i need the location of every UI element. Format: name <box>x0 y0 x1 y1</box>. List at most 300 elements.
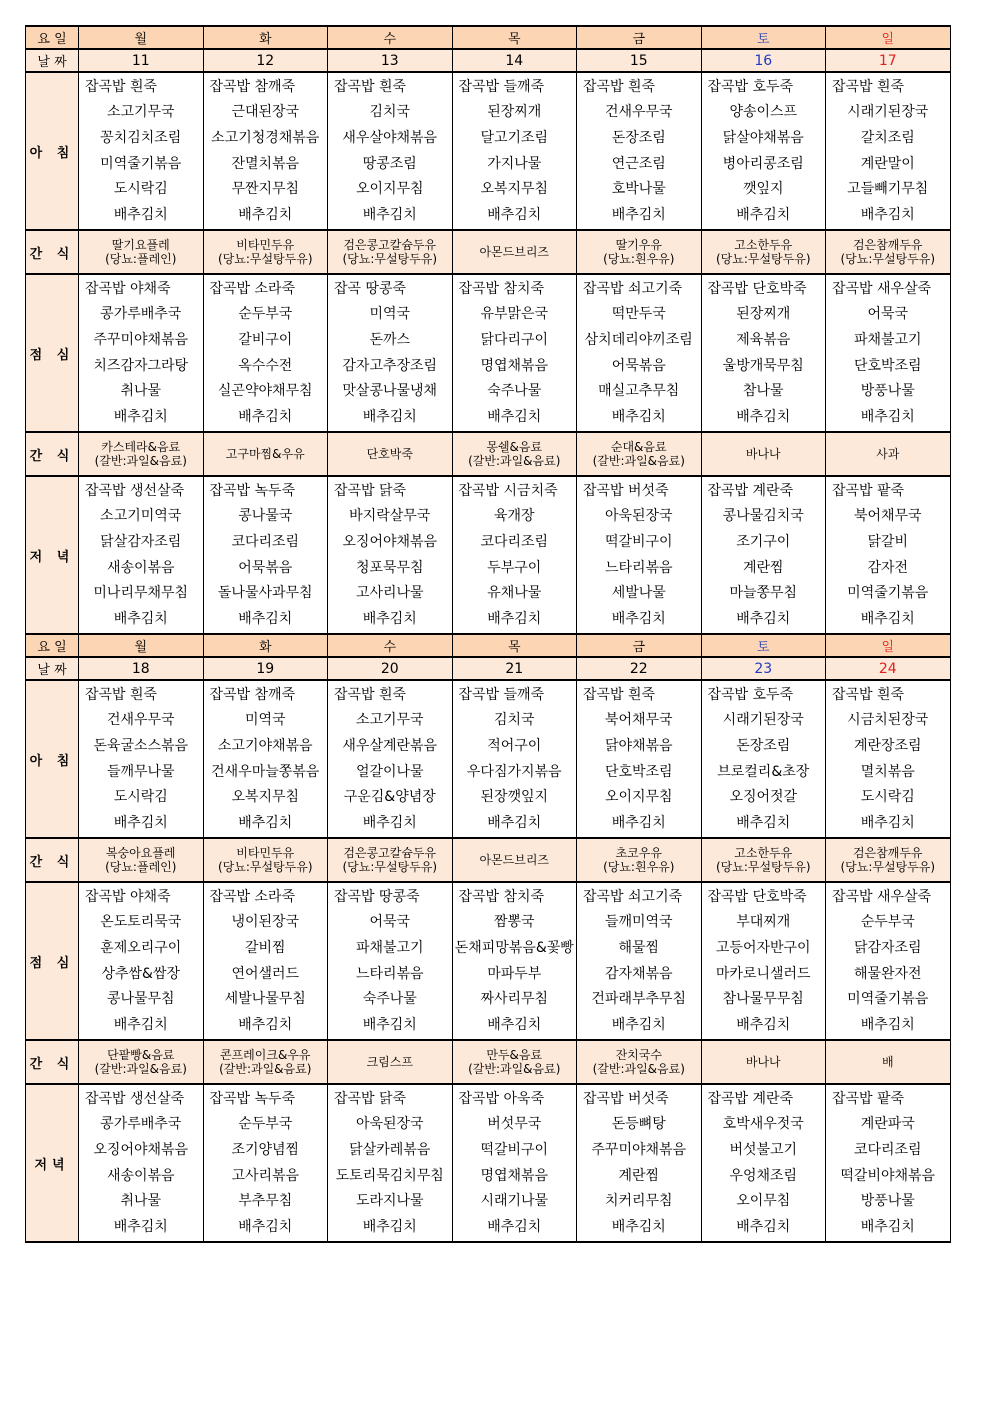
menu-item: 고사리볶음 <box>231 1167 300 1184</box>
menu-item: 숙주나물 <box>487 383 542 400</box>
lunch-cell <box>577 882 702 1040</box>
menu-item: 코다리조림 <box>480 534 549 551</box>
afternoon-snack-cell <box>701 1040 826 1084</box>
menu-item: 떡갈비야채볶음 <box>840 1167 936 1184</box>
menu-item: 오징어야채볶음 <box>93 1142 189 1159</box>
morning-snack-cell <box>328 838 453 882</box>
breakfast-cell <box>203 72 328 230</box>
menu-item: 배추김치 <box>611 1017 666 1034</box>
menu-item: 갈비구이 <box>238 332 293 349</box>
menu-item: 오복지무침 <box>480 181 549 198</box>
menu-item: 닭다리구이 <box>480 332 549 349</box>
menu-item: 계란찜 <box>618 1167 660 1184</box>
menu-item: 해물완자전 <box>853 965 922 982</box>
menu-item: 배추김치 <box>487 815 542 832</box>
menu-item: 코다리조림 <box>853 1142 922 1159</box>
snack-item: 순대&음료 <box>610 440 667 454</box>
menu-item: 파채불고기 <box>355 940 424 957</box>
menu-item: 배추김치 <box>487 1219 542 1236</box>
menu-item: 잡곡밥 흰죽 <box>583 686 656 703</box>
breakfast-cell <box>452 72 577 230</box>
menu-item: 도라지나물 <box>355 1193 424 1210</box>
menu-item: 잡곡밥 흰죽 <box>334 686 407 703</box>
menu-item: 유채나물 <box>487 585 542 602</box>
menu-item: 순두부국 <box>238 306 293 323</box>
menu-item: 배추김치 <box>238 409 293 426</box>
afternoon-snack-cell <box>826 1040 951 1084</box>
menu-item: 잡곡밥 새우살죽 <box>832 888 932 905</box>
dinner-cell <box>577 1084 702 1242</box>
dinner-cell <box>328 476 453 634</box>
menu-item: 잡곡밥 생선살죽 <box>85 482 185 499</box>
menu-item: 배추김치 <box>611 207 666 224</box>
date-number: 14 <box>452 49 577 72</box>
menu-item: 배추김치 <box>362 1017 417 1034</box>
date-number: 17 <box>826 49 951 72</box>
dinner-label: 저녁 <box>26 1084 79 1242</box>
dinner-cell <box>79 1084 204 1242</box>
menu-item: 고들빼기무침 <box>847 181 929 198</box>
afternoon-snack-cell <box>203 432 328 476</box>
menu-item: 명엽채볶음 <box>480 1167 549 1184</box>
snack-item: (갈반:과일&음료) <box>592 1062 685 1076</box>
menu-item: 도시락김 <box>860 789 915 806</box>
snack-item: 바나나 <box>745 447 781 461</box>
menu-item: 단호박조림 <box>853 357 922 374</box>
menu-item: 브로컬리&초장 <box>717 763 810 780</box>
morning-snack-cell <box>203 230 328 274</box>
menu-item: 아욱된장국 <box>355 1116 424 1133</box>
menu-item: 콩나물국 <box>238 508 293 525</box>
menu-item: 병아리콩조림 <box>722 155 804 172</box>
morning-snack-cell <box>79 230 204 274</box>
snack-item: (당뇨:무설탕두유) <box>342 860 438 874</box>
snack-item: 크림스프 <box>366 1055 413 1069</box>
menu-item: 닭살감자조림 <box>100 534 182 551</box>
menu-item: 미나리무채무침 <box>93 585 189 602</box>
menu-item: 배추김치 <box>487 1017 542 1034</box>
menu-item: 계란장조림 <box>853 738 922 755</box>
breakfast-cell <box>826 72 951 230</box>
breakfast-cell <box>203 680 328 838</box>
snack-item: (당뇨:무설탕두유) <box>217 252 313 266</box>
menu-item: 잡곡밥 닭죽 <box>334 1090 407 1107</box>
snack-item: (당뇨:무설탕두유) <box>217 860 313 874</box>
menu-item: 시금치된장국 <box>847 712 929 729</box>
menu-item: 잡곡밥 단호박죽 <box>707 888 807 905</box>
menu-item: 잡곡밥 참깨죽 <box>209 78 296 95</box>
menu-item: 소고기무국 <box>355 712 424 729</box>
menu-item: 콩나물무침 <box>106 991 175 1008</box>
menu-item: 적어구이 <box>487 738 542 755</box>
menu-item: 배추김치 <box>860 409 915 426</box>
menu-item: 배추김치 <box>860 611 915 628</box>
snack-item: 콘프레이크&우유 <box>219 1048 311 1062</box>
menu-item: 느타리볶음 <box>604 559 673 576</box>
morning-snack-cell <box>701 230 826 274</box>
date-number: 19 <box>203 657 328 680</box>
menu-item: 짬뽕국 <box>493 914 535 931</box>
snack-item: (갈반:과일&음료) <box>592 454 685 468</box>
menu-item: 배추김치 <box>113 611 168 628</box>
afternoon-snack-cell <box>79 432 204 476</box>
snack-item: (갈반:과일&음료) <box>94 454 187 468</box>
snack-item: (갈반:과일&음료) <box>94 1062 187 1076</box>
snack-item: (갈반:과일&음료) <box>219 1062 312 1076</box>
menu-item: 조기구이 <box>736 534 791 551</box>
dinner-label: 저 녁 <box>26 476 79 634</box>
menu-item: 된장찌개 <box>487 104 542 121</box>
menu-item: 배추김치 <box>362 815 417 832</box>
menu-item: 새송이볶음 <box>106 1167 175 1184</box>
menu-item: 버섯무국 <box>487 1116 542 1133</box>
menu-item: 콩가루배추국 <box>100 306 182 323</box>
day-name: 수 <box>328 634 453 657</box>
afternoon-snack-label: 간 식 <box>26 432 79 476</box>
menu-item: 돈채피망볶음&꽃빵 <box>454 940 574 957</box>
day-header-row <box>26 634 951 657</box>
menu-item: 잡곡밥 녹두죽 <box>209 482 296 499</box>
menu-item: 배추김치 <box>113 1219 168 1236</box>
snack-item: (갈반:과일&음료) <box>468 454 561 468</box>
dinner-row <box>26 1084 951 1242</box>
morning-snack-label: 간 식 <box>26 230 79 274</box>
menu-item: 된장찌개 <box>736 306 791 323</box>
menu-item: 어묵국 <box>867 306 909 323</box>
snack-item: 딸기요플레 <box>111 238 170 252</box>
lunch-cell <box>452 882 577 1040</box>
menu-item: 건새우무국 <box>604 104 673 121</box>
lunch-cell <box>577 274 702 432</box>
menu-item: 달고기조림 <box>480 130 549 147</box>
menu-item: 배추김치 <box>736 611 791 628</box>
menu-item: 근대된장국 <box>231 104 300 121</box>
menu-item: 버섯불고기 <box>729 1142 798 1159</box>
menu-item: 세발나물무침 <box>224 991 306 1008</box>
menu-item: 단호박조림 <box>604 763 673 780</box>
date-row <box>26 657 951 680</box>
morning-snack-cell <box>79 838 204 882</box>
menu-item: 잡곡밥 팥죽 <box>832 482 905 499</box>
menu-item: 우다짐가지볶음 <box>466 763 562 780</box>
menu-item: 순두부국 <box>238 1116 293 1133</box>
menu-item: 된장깻잎지 <box>480 789 549 806</box>
menu-item: 명엽채볶음 <box>480 357 549 374</box>
snack-item: 배 <box>881 1055 894 1069</box>
breakfast-label: 아 침 <box>26 680 79 838</box>
menu-item: 미역국 <box>244 712 286 729</box>
menu-item: 새우살계란볶음 <box>342 738 438 755</box>
menu-item: 시래기된장국 <box>847 104 929 121</box>
menu-item: 매실고추무침 <box>598 383 680 400</box>
menu-item: 깻잎지 <box>742 181 784 198</box>
snack-item: 만두&음료 <box>486 1048 543 1062</box>
breakfast-cell <box>452 680 577 838</box>
day-name: 일 <box>826 634 951 657</box>
menu-item: 배추김치 <box>611 611 666 628</box>
date-label: 날 짜 <box>26 49 79 72</box>
menu-item: 고사리나물 <box>355 585 424 602</box>
menu-item: 배추김치 <box>736 1219 791 1236</box>
snack-item: 사과 <box>876 447 900 461</box>
menu-item: 바지락살무국 <box>349 508 431 525</box>
lunch-cell <box>203 882 328 1040</box>
menu-item: 미역줄기볶음 <box>100 155 182 172</box>
snack-item: 카스테라&음료 <box>101 440 181 454</box>
menu-item: 배추김치 <box>362 207 417 224</box>
menu-item: 참나물 <box>742 383 784 400</box>
snack-item: (당뇨:플레인) <box>105 252 177 266</box>
dinner-cell <box>826 1084 951 1242</box>
menu-item: 느타리볶음 <box>355 965 424 982</box>
menu-item: 주꾸미야채볶음 <box>591 1142 687 1159</box>
menu-item: 배추김치 <box>860 815 915 832</box>
menu-item: 배추김치 <box>487 207 542 224</box>
menu-item: 떡갈비구이 <box>604 534 673 551</box>
menu-item: 계란파국 <box>860 1116 915 1133</box>
menu-item: 땅콩조림 <box>362 155 417 172</box>
date-number: 16 <box>701 49 826 72</box>
menu-item: 도시락김 <box>113 181 168 198</box>
menu-item: 잡곡밥 팥죽 <box>832 1090 905 1107</box>
menu-item: 배추김치 <box>238 1017 293 1034</box>
day-name: 토 <box>701 634 826 657</box>
snack-item: 고소한두유 <box>734 238 793 252</box>
menu-item: 잡곡밥 시금치죽 <box>458 482 558 499</box>
breakfast-cell <box>577 680 702 838</box>
day-header-label: 요 일 <box>26 634 79 657</box>
menu-item: 잡곡밥 땅콩죽 <box>334 888 420 905</box>
menu-item: 콩가루배추국 <box>100 1116 182 1133</box>
menu-item: 짜사리무침 <box>480 991 549 1008</box>
date-number: 18 <box>79 657 204 680</box>
menu-item: 치즈감자그라탕 <box>93 357 189 374</box>
menu-item: 마파두부 <box>487 965 542 982</box>
lunch-cell <box>328 274 453 432</box>
snack-item: (당뇨:무설탕두유) <box>840 860 936 874</box>
menu-item: 닭갈비 <box>867 534 909 551</box>
menu-item: 무짠지무침 <box>231 181 300 198</box>
dinner-cell <box>577 476 702 634</box>
menu-item: 맛살콩나물냉채 <box>342 383 438 400</box>
snack-item: (당뇨:플레인) <box>105 860 177 874</box>
menu-item: 배추김치 <box>860 1017 915 1034</box>
menu-item: 호박새우젓국 <box>722 1116 804 1133</box>
lunch-cell <box>203 274 328 432</box>
menu-item: 조기양념찜 <box>231 1142 300 1159</box>
menu-item: 잡곡밥 소라죽 <box>209 888 296 905</box>
menu-item: 잡곡밥 녹두죽 <box>209 1090 296 1107</box>
menu-item: 잡곡밥 버섯죽 <box>583 1090 669 1107</box>
menu-item: 옥수수전 <box>238 357 293 374</box>
menu-item: 잡곡 땅콩죽 <box>334 280 407 297</box>
menu-item: 돈장조림 <box>611 130 666 147</box>
dinner-cell <box>203 476 328 634</box>
menu-item: 주꾸미야채볶음 <box>93 332 189 349</box>
snack-item: 복숭아요플레 <box>105 846 176 860</box>
afternoon-snack-cell <box>452 1040 577 1084</box>
menu-item: 얼갈이나물 <box>355 763 424 780</box>
menu-item: 청포묵무침 <box>355 559 424 576</box>
menu-item: 건새우무국 <box>106 712 175 729</box>
menu-item: 연근조림 <box>611 155 666 172</box>
menu-item: 오이지무침 <box>604 789 673 806</box>
snack-item: (당뇨:흰우유) <box>603 860 675 874</box>
breakfast-cell <box>701 72 826 230</box>
day-name: 화 <box>203 26 328 49</box>
menu-item: 잡곡밥 참깨죽 <box>209 686 296 703</box>
afternoon-snack-cell <box>577 432 702 476</box>
day-name: 월 <box>79 634 204 657</box>
morning-snack-row <box>26 230 951 274</box>
menu-item: 잡곡밥 쇠고기죽 <box>583 280 683 297</box>
dinner-cell <box>79 476 204 634</box>
menu-item: 북어채무국 <box>853 508 922 525</box>
menu-item: 잡곡밥 닭죽 <box>334 482 407 499</box>
afternoon-snack-cell <box>328 432 453 476</box>
menu-item: 배추김치 <box>487 611 542 628</box>
afternoon-snack-label: 간 식 <box>26 1040 79 1084</box>
menu-item: 잡곡밥 흰죽 <box>832 78 905 95</box>
menu-item: 취나물 <box>120 383 162 400</box>
date-number: 23 <box>701 657 826 680</box>
menu-item: 김치국 <box>369 104 411 121</box>
lunch-cell <box>328 882 453 1040</box>
snack-item: 몽쉘&음료 <box>486 440 543 454</box>
lunch-cell <box>826 882 951 1040</box>
menu-item: 배추김치 <box>238 207 293 224</box>
lunch-cell <box>79 274 204 432</box>
menu-item: 감자전 <box>867 559 909 576</box>
menu-item: 오이무침 <box>736 1193 791 1210</box>
menu-item: 배추김치 <box>860 1219 915 1236</box>
lunch-cell <box>79 882 204 1040</box>
lunch-cell <box>701 274 826 432</box>
dinner-cell <box>701 1084 826 1242</box>
menu-item: 코다리조림 <box>231 534 300 551</box>
menu-item: 구운김&양념장 <box>343 789 436 806</box>
menu-item: 오복지무침 <box>231 789 300 806</box>
date-number: 15 <box>577 49 702 72</box>
menu-item: 돈장조림 <box>736 738 791 755</box>
menu-item: 훈제오리구이 <box>100 940 182 957</box>
breakfast-label: 아 침 <box>26 72 79 230</box>
menu-item: 유부맑은국 <box>480 306 549 323</box>
morning-snack-cell <box>826 230 951 274</box>
menu-item: 잡곡밥 호두죽 <box>707 686 794 703</box>
menu-item: 배추김치 <box>113 207 168 224</box>
breakfast-row <box>26 680 951 838</box>
menu-item: 오징어야채볶음 <box>342 534 438 551</box>
breakfast-cell <box>328 72 453 230</box>
dinner-cell <box>452 1084 577 1242</box>
menu-item: 고등어자반구이 <box>715 940 811 957</box>
morning-snack-cell <box>701 838 826 882</box>
menu-item: 배추김치 <box>238 815 293 832</box>
menu-item: 돈육굴소스볶음 <box>93 738 189 755</box>
menu-item: 잡곡밥 야채죽 <box>85 280 171 297</box>
morning-snack-row <box>26 838 951 882</box>
lunch-cell <box>701 882 826 1040</box>
snack-item: (당뇨:무설탕두유) <box>715 252 811 266</box>
snack-item: 아몬드브리즈 <box>479 245 550 259</box>
afternoon-snack-cell <box>452 432 577 476</box>
snack-item: 비타민두유 <box>236 846 295 860</box>
morning-snack-cell <box>826 838 951 882</box>
menu-item: 미역국 <box>369 306 411 323</box>
menu-item: 북어채무국 <box>604 712 673 729</box>
menu-item: 숙주나물 <box>362 991 417 1008</box>
menu-item: 배추김치 <box>362 409 417 426</box>
afternoon-snack-cell <box>79 1040 204 1084</box>
snack-item: 검은참깨두유 <box>852 238 923 252</box>
menu-item: 배추김치 <box>238 611 293 628</box>
menu-item: 순두부국 <box>860 914 915 931</box>
menu-item: 잡곡밥 계란죽 <box>707 482 794 499</box>
menu-item: 잡곡밥 들깨죽 <box>458 686 545 703</box>
snack-item: 단팥빵&음료 <box>107 1048 175 1062</box>
menu-item: 배추김치 <box>362 1219 417 1236</box>
menu-item: 건새우마늘쫑볶음 <box>211 763 320 780</box>
lunch-row <box>26 882 951 1040</box>
menu-item: 닭야채볶음 <box>604 738 673 755</box>
snack-item: 바나나 <box>745 1055 781 1069</box>
menu-item: 배추김치 <box>611 409 666 426</box>
dinner-row <box>26 476 951 634</box>
menu-item: 시래기된장국 <box>722 712 804 729</box>
afternoon-snack-cell <box>328 1040 453 1084</box>
afternoon-snack-row <box>26 1040 951 1084</box>
afternoon-snack-cell <box>701 432 826 476</box>
menu-item: 호박나물 <box>611 181 666 198</box>
menu-item: 닭살야채볶음 <box>722 130 804 147</box>
snack-item: (당뇨:무설탕두유) <box>715 860 811 874</box>
morning-snack-cell <box>577 230 702 274</box>
breakfast-cell <box>79 680 204 838</box>
menu-item: 세발나물 <box>611 585 666 602</box>
snack-item: (당뇨:무설탕두유) <box>342 252 438 266</box>
menu-item: 배추김치 <box>487 409 542 426</box>
date-number: 12 <box>203 49 328 72</box>
snack-item: 고소한두유 <box>734 846 793 860</box>
menu-item: 부대찌개 <box>736 914 791 931</box>
menu-item: 치커리무침 <box>604 1193 673 1210</box>
snack-item: 딸기우유 <box>615 238 662 252</box>
menu-item: 울방개묵무침 <box>722 357 804 374</box>
date-number: 22 <box>577 657 702 680</box>
snack-item: (당뇨:무설탕두유) <box>840 252 936 266</box>
menu-item: 떡갈비구이 <box>480 1142 549 1159</box>
snack-item: 잔치국수 <box>615 1048 662 1062</box>
menu-item: 양송이스프 <box>729 104 798 121</box>
snack-item: 단호박죽 <box>366 447 413 461</box>
snack-item: 초코우유 <box>615 846 662 860</box>
menu-item: 실곤약야채무침 <box>217 383 313 400</box>
dinner-cell <box>203 1084 328 1242</box>
menu-item: 육개장 <box>493 508 535 525</box>
menu-item: 연어샐러드 <box>231 965 300 982</box>
menu-item: 제육볶음 <box>736 332 791 349</box>
lunch-label: 점 심 <box>26 274 79 432</box>
menu-item: 잡곡밥 생선살죽 <box>85 1090 185 1107</box>
menu-item: 배추김치 <box>611 1219 666 1236</box>
menu-item: 잡곡밥 버섯죽 <box>583 482 669 499</box>
menu-item: 닭살카레볶음 <box>349 1142 431 1159</box>
afternoon-snack-cell <box>203 1040 328 1084</box>
snack-item: 비타민두유 <box>236 238 295 252</box>
morning-snack-cell <box>452 838 577 882</box>
day-name: 일 <box>826 26 951 49</box>
